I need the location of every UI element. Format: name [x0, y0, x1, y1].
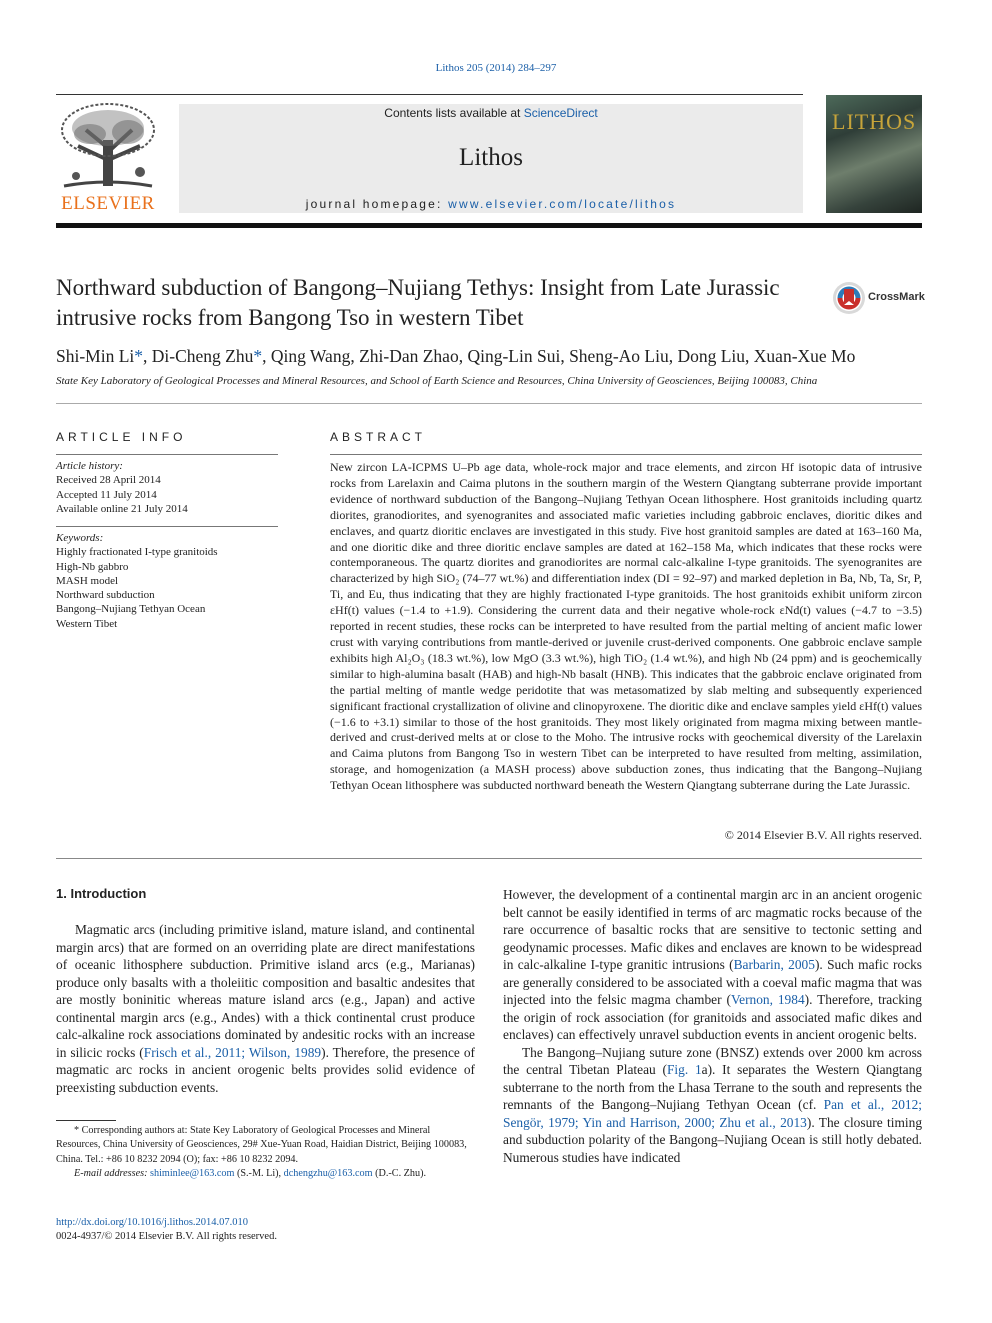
text-run: ). Therefore, tracking the origin of rock association (for granitoids and associated mafic dikes and enclaves) can effectively unravel subduction events in ancient orogenic belts.: [503, 992, 922, 1042]
author-name[interactable]: Qing Wang: [270, 346, 351, 366]
author-name[interactable]: Dong Liu: [677, 346, 746, 366]
publisher-name: ELSEVIER: [61, 193, 155, 214]
author-separator: ,: [458, 346, 468, 366]
abstract-rule: [330, 454, 922, 455]
contents-line: [179, 106, 803, 120]
abstract-text: New zircon LA-ICPMS U–Pb age data, whole-rock major and trace elements, and zircon Hf isotopic data of intrusive rocks from Larelaxin and Caima plutons in the southern margin of the Western Qiangtang subterrane provide important evidence of northward subduction of the Bangong–Nujiang Tethyan Ocean lithosphere. Host granitoids including quartz diorites, granodiorites, and syenogranites and associated mafic varieties including gabbroic enclaves, dioritic dikes and enclaves, and quartz dioritic enclaves are investigated in this study. Five host granitoid samples are dated at 163–160 Ma, and one dioritic dike and three dioritic enclave samples are dated at 162–158 Ma, which indicates that these rocks were contemporaneous. The quartz diorites and granodiorites are normal calc-alkaline I-type granitoids. The syenogranites are characterized by high SiO₂ (74–77 wt.%) and differentiation index (DI = 92–97) and marked depletion in Ba, Nb, Ta, Sr, P, Ti, and Eu, thus indicating that they are highly fractionated I-type granitoids. The host granitoids exhibit uniform zircon εHf(t) values (−1.4 to +1.9). Considering the current data and their negative whole-rock εNd(t) values (−4.7 to −3.5) reported in recent studies, these rocks can be interpreted to have resulted from the partial melting of ancient mafic lower crust with varying contributions from mantle-derived or juvenile crust-derived components. One gabbroic enclave sample exhibits high Al₂O₃ (18.3 wt.%), low MgO (3.3 wt.%), high TiO₂ (1.4 wt.%), and high Nb (24 ppm) and is geochemically similar to high-alumina basalt (HAB) and high-Nb basalt (HNB). This indicates that the gabbroic enclave originated from the partial melting of mantle wedge peridotite that was metasomatized by slab melting and subsequently experienced significant fractional crystallization of olivine and clinopyroxene. The dioritic dike and enclave samples yield εHf(t) values (−1.6 to +3.1) similar to those of the host granitoids. They most likely originated from magma mixing between mantle-derived and crust-derived melts at or close to the Moho. The intrusive rocks with geochemical diversity of the Larelaxin and Caima plutons from Bangong Tso in western Tibet can be interpreted to have resulted from melting, assimilation, storage, and homogenization (a MASH process) above subduction zones, thus indicating that the Bangong–Nujiang Tethyan Ocean lithosphere was subducted northward beneath the Western Qiangtang subterrane during the Late Jurassic.: [330, 460, 922, 793]
paragraph: [503, 1044, 922, 1167]
keyword-item: Highly fractionated I-type granitoids: [56, 546, 218, 559]
cover-title: LITHOS: [832, 109, 917, 134]
keywords: [56, 531, 296, 631]
section-rule: [56, 858, 922, 859]
header-thick-rule: [56, 223, 922, 228]
doi-block: [56, 1216, 277, 1245]
paragraph: [56, 921, 475, 1096]
elsevier-logo[interactable]: [56, 100, 160, 215]
abstract-heading: ABSTRACT: [330, 430, 427, 444]
crossmark-label: CrossMark: [868, 291, 925, 303]
text-run: Magmatic arcs (including primitive island, mature island, and continental margin arcs) that are formed on an overriding plate are direct manifestations of oceanic lithosphere subduction. Primitive island arcs (e.g., Marianas) produce only basalts with a tholeiitic composition and basaltic andesites that are mostly boninitic whereas mature island arcs (e.g., Japan) and active continental margin arcs (e.g., Andes) with a thick continental crust produce calc-alkaline rock associations dominated by andesitic rocks with an increase in silicic rocks (: [56, 922, 475, 1060]
email-link[interactable]: shiminlee@163.com: [150, 1167, 235, 1179]
author-separator: ,: [262, 346, 271, 366]
author-separator: ,: [668, 346, 678, 366]
keyword-item: High-Nb gabbro: [56, 560, 129, 573]
history-label: Article history:: [56, 460, 123, 472]
keyword-item: Bangong–Nujiang Tethyan Ocean: [56, 603, 206, 616]
keyword-item: MASH model: [56, 574, 119, 587]
journal-name: Lithos: [459, 144, 523, 171]
text-run: a). It separates the Western Qiangtang subterrane to the north from the Lhasa Terrane to the south and represents the remnants of the Bangong–Nujiang Tethyan Ocean (cf.: [503, 1062, 922, 1112]
info-rule: [56, 526, 278, 527]
figure-link[interactable]: Fig. 1: [666, 1062, 702, 1077]
text-run: ). Therefore, the presence of magmatic arc rocks in ancient orogenic belts provides solid evidence of preexisting subduction events.: [56, 1044, 475, 1095]
citation-link[interactable]: Pan et al., 2012; Sengör, 1979; Yin and Harrison, 2000; Zhu et al., 2013: [503, 1097, 922, 1130]
email-link[interactable]: dchengzhu@163.com: [283, 1167, 373, 1179]
author-name[interactable]: Shi-Min Li: [56, 346, 135, 366]
author-separator: ,: [745, 346, 754, 366]
history-received: Received 28 April 2014: [56, 474, 161, 487]
journal-cover-image[interactable]: [826, 95, 922, 213]
citation-link[interactable]: Vernon, 1984: [730, 992, 805, 1007]
journal-reference-link[interactable]: Lithos 205 (2014) 284–297: [435, 62, 557, 74]
keyword-item: Northward subduction: [56, 589, 155, 602]
author-list: [56, 344, 936, 368]
article-history: [56, 459, 296, 516]
issn-line: 0024-4937/© 2014 Elsevier B.V. All rights reserved.: [56, 1231, 277, 1243]
footnote: [56, 1124, 475, 1181]
text-run: ). The closure timing and subduction polarity of the Bangong–Nujiang Ocean is still hotly debated. Numerous studies have indicated: [503, 1114, 923, 1165]
citation-link[interactable]: Frisch et al., 2011; Wilson, 1989: [143, 1044, 322, 1060]
history-online: Available online 21 July 2014: [56, 502, 188, 515]
author-separator: ,: [560, 346, 570, 366]
paragraph: [503, 886, 922, 1044]
crossmark-badge[interactable]: [832, 281, 928, 315]
body-column-left: [56, 921, 475, 1096]
article-info-heading: ARTICLE INFO: [56, 430, 187, 444]
keyword-item: Western Tibet: [56, 617, 118, 630]
sciencedirect-link[interactable]: ScienceDirect: [523, 106, 598, 120]
history-accepted: Accepted 11 July 2014: [56, 488, 157, 501]
homepage-line: [179, 197, 803, 211]
section-heading-introduction: 1. Introduction: [56, 886, 147, 901]
header-rule: [56, 94, 803, 95]
author-name[interactable]: Sheng-Ao Liu: [569, 346, 669, 366]
keywords-label: Keywords:: [56, 532, 104, 544]
corresponding-author-marker[interactable]: *: [134, 346, 144, 366]
body-column-right: [503, 886, 922, 1166]
article-title: Northward subduction of Bangong–Nujiang Tethys: Insight from Late Jurassic intrusive rocks from Bangong Tso in western Tibet: [56, 275, 780, 330]
author-name[interactable]: Xuan-Xue Mo: [753, 346, 856, 366]
author-name[interactable]: Di-Cheng Zhu: [151, 346, 254, 366]
email-owner: (S.-M. Li),: [234, 1167, 284, 1179]
doi-link[interactable]: http://dx.doi.org/10.1016/j.lithos.2014.07.010: [56, 1217, 249, 1228]
corresponding-author-marker[interactable]: *: [253, 346, 263, 366]
contents-prefix: Contents lists available at: [384, 106, 524, 120]
affiliation: State Key Laboratory of Geological Processes and Mineral Resources, and School of Earth Science and Resources, China University of Geosciences, Beijing 100083, China: [56, 375, 818, 387]
homepage-link[interactable]: www.elsevier.com/locate/lithos: [448, 197, 677, 211]
text-run: The Bangong–Nujiang suture zone (BNSZ) extends over 2000 km across the central Tibetan Plateau (: [503, 1044, 922, 1077]
copyright: © 2014 Elsevier B.V. All rights reserved.: [724, 828, 922, 842]
affiliation-rule: [56, 403, 922, 404]
journal-banner: [179, 104, 803, 213]
author-separator: ,: [350, 346, 360, 366]
email-label: E-mail addresses:: [74, 1167, 148, 1179]
text-run: ). Such mafic rocks are generally considered to be associated with a coeval mafic magma that was injected into the felsic magma chamber (: [503, 957, 923, 1007]
crossmark-icon: [832, 281, 866, 315]
homepage-prefix: journal homepage:: [305, 197, 449, 211]
footnote-rule: [56, 1120, 116, 1121]
author-separator: ,: [143, 346, 152, 366]
citation-link[interactable]: Barbarin, 2005: [733, 957, 815, 972]
email-note: [56, 1167, 475, 1181]
corresponding-author-note: * Corresponding authors at: State Key Laboratory of Geological Processes and Mineral Resources, China University of Geosciences, 29# Xue-Yuan Road, Haidian District, Beijing 100083, China. Tel.: +86 10 8232 2094 (O); fax: +86 10 8232 2094.: [56, 1125, 467, 1165]
text-run: However, the development of a continental margin arc in an ancient orogenic belt cannot be easily identified in terms of arc magmatic rocks because of the rare occurrence of basaltic rocks that are sensitive to tectonic setting and geodynamic processes. Mafic dikes and enclaves are known to be widespread in calc-alkaline I-type granitic intrusions (: [503, 887, 922, 972]
email-owner: (D.-C. Zhu).: [372, 1167, 427, 1179]
author-name[interactable]: Qing-Lin Sui: [467, 346, 561, 366]
author-name[interactable]: Zhi-Dan Zhao: [359, 346, 459, 366]
info-rule: [56, 454, 278, 455]
tree-icon: [56, 100, 160, 192]
